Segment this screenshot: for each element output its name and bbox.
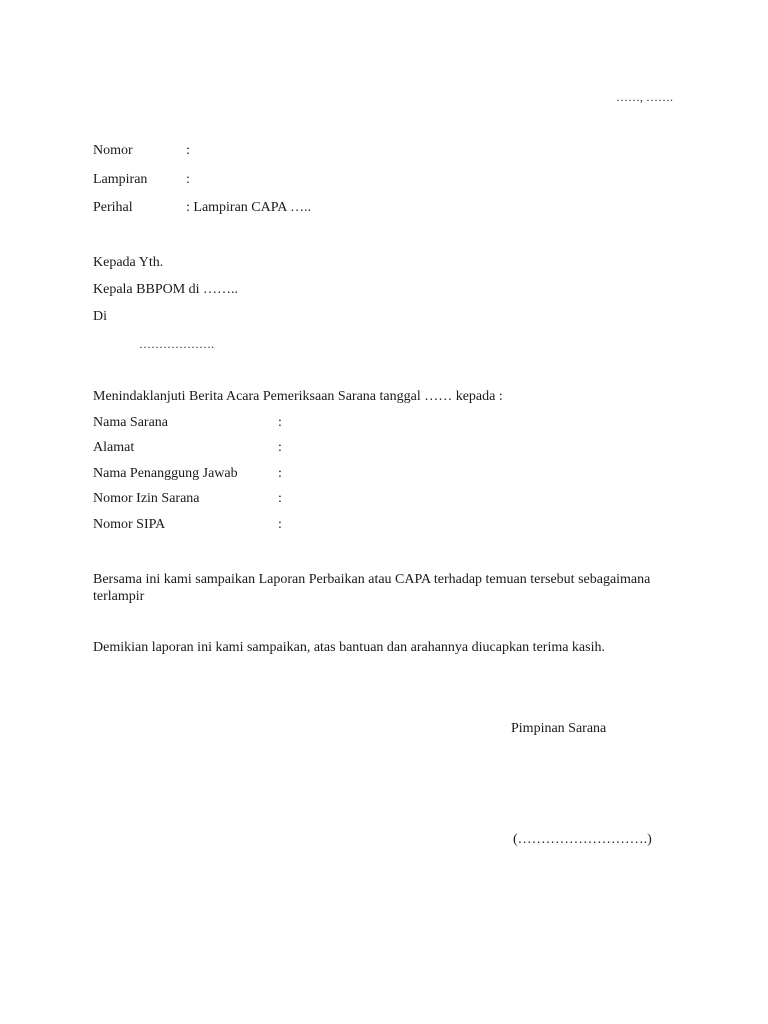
field-label-nama-sarana: Nama Sarana — [93, 415, 169, 430]
field-label-sipa: Nomor SIPA — [93, 517, 166, 532]
recipient-name: Kepala BBPOM di …….. — [93, 282, 239, 297]
closing-paragraph: Demikian laporan ini kami sampaikan, atas bantuan dan arahannya diucapkan terima kasih. — [93, 640, 605, 655]
field-label-penanggung-jawab: Nama Penanggung Jawab — [93, 466, 238, 481]
nomor-value: : — [186, 143, 190, 158]
field-value-nama-sarana: : — [278, 415, 282, 430]
recipient-location-label: Di — [93, 309, 107, 324]
field-value-penanggung-jawab: : — [278, 466, 282, 481]
field-value-izin-sarana: : — [278, 491, 282, 506]
nomor-label: Nomor — [93, 143, 133, 158]
recipient-greeting: Kepada Yth. — [93, 255, 164, 270]
perihal-value: : Lampiran CAPA ….. — [186, 200, 312, 215]
signature-title: Pimpinan Sarana — [511, 721, 607, 736]
perihal-label: Perihal — [93, 200, 133, 215]
letter-date: ……, ……. — [616, 90, 673, 104]
lampiran-value: : — [186, 172, 190, 187]
field-label-alamat: Alamat — [93, 440, 135, 455]
field-value-alamat: : — [278, 440, 282, 455]
lampiran-label: Lampiran — [93, 172, 148, 187]
intro-paragraph: Menindaklanjuti Berita Acara Pemeriksaan Sarana tanggal …… kepada : — [93, 389, 503, 404]
field-value-sipa: : — [278, 517, 282, 532]
body-paragraph: Bersama ini kami sampaikan Laporan Perbaikan atau CAPA terhadap temuan tersebut sebagaimana terlampir — [93, 572, 651, 604]
recipient-location: ………………. — [139, 337, 214, 351]
signature-name: (……………………….) — [513, 832, 652, 847]
field-label-izin-sarana: Nomor Izin Sarana — [93, 491, 200, 506]
